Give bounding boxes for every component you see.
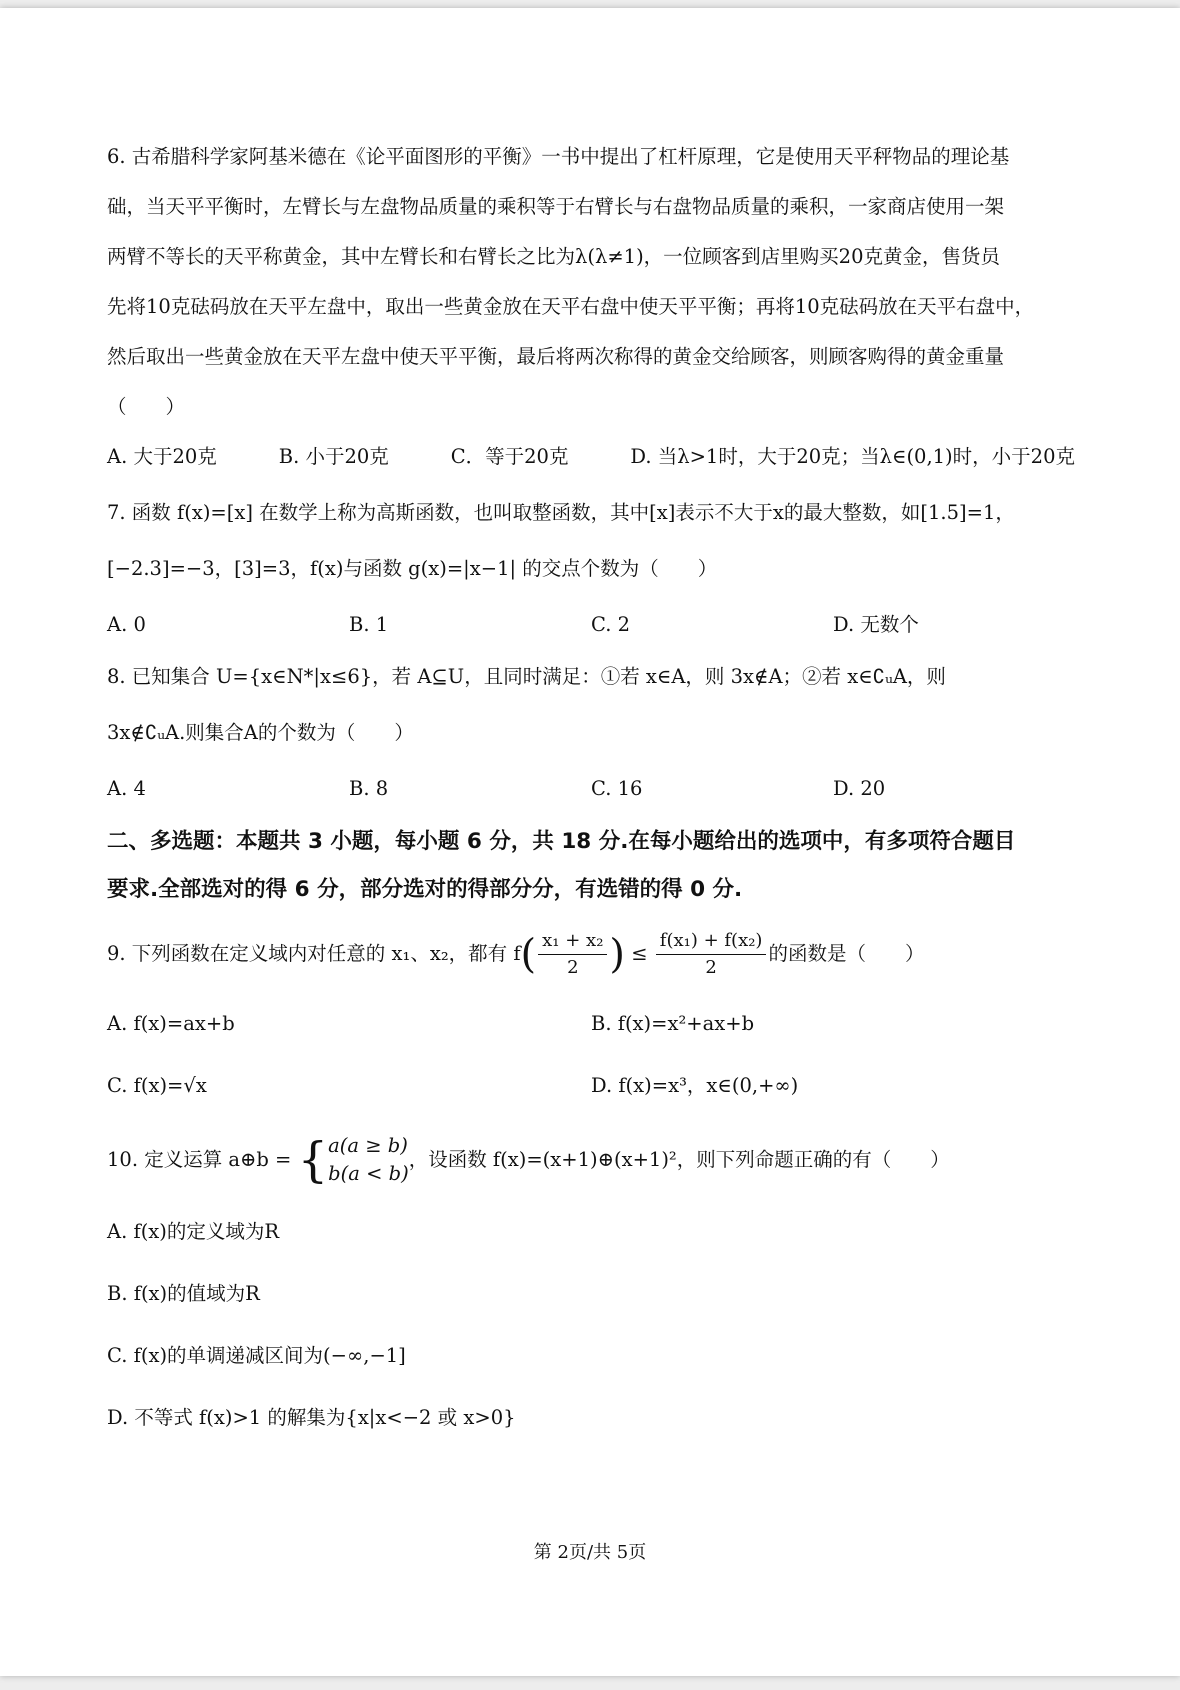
q10-option-a: A. f(x)的定义域为R [107, 1219, 280, 1243]
q9-option-a: A. f(x)=ax+b [107, 1011, 235, 1035]
question-10 [107, 1125, 1075, 1449]
q7-line-1: 7. 函数 f(x)=[x] 在数学上称为高斯函数，也叫取整函数，其中[x]表示不大于x的最大整数，如[1.5]=1， [107, 501, 1015, 524]
section-2-line-2: 要求.全部选对的得 6 分，部分选对的得部分分，有选错的得 0 分. [107, 877, 743, 902]
question-6 [107, 132, 1075, 482]
q6-option-d: D. 当λ>1时，大于20克；当λ∈(0,1)时，小于20克 [630, 445, 1075, 468]
q9-frac2-num: f(x₁) + f(x₂) [656, 928, 767, 955]
q6-line-1: 6. 古希腊科学家阿基米德在《论平面图形的平衡》一书中提出了杠杆原理，它是使用天平秤物品的理论基 [107, 145, 1010, 168]
q7-option-a: A. 0 [107, 613, 146, 636]
q9-option-b: B. f(x)=x²+ax+b [591, 1011, 755, 1035]
q8-option-d: D. 20 [833, 777, 886, 800]
q6-option-a: A. 大于20克 [107, 445, 217, 468]
q6-line-4: 先将10克砝码放在天平左盘中，取出一些黄金放在天平右盘中使天平平衡；再将10克砝码放在天平右盘中， [107, 295, 1035, 318]
q10-prefix: 10. 定义运算 a⊕b = [107, 1147, 292, 1171]
q10-option-c: C. f(x)的单调递减区间为(−∞,−1] [107, 1343, 406, 1367]
q9-prefix: 9. 下列函数在定义域内对任意的 x₁、x₂，都有 f [107, 942, 521, 965]
q8-options [107, 764, 1075, 814]
q9-option-c: C. f(x)=√x [107, 1073, 207, 1097]
section-2-line-1: 二、多选题：本题共 3 小题，每小题 6 分，共 18 分.在每小题给出的选项中，有多项符合题目 [107, 829, 1016, 854]
left-paren-glyph: ( [520, 931, 537, 978]
q7-options [107, 600, 1075, 650]
q6-option-c: C．等于20克 [450, 445, 569, 468]
q6-line-5: 然后取出一些黄金放在天平左盘中使天平平衡，最后将两次称得的黄金交给顾客，则顾客购得的黄金重量 [107, 345, 1005, 368]
q10-option-b: B. f(x)的值域为R [107, 1281, 260, 1305]
left-brace-glyph: { [297, 1132, 329, 1188]
q9-le: ≤ [631, 942, 648, 965]
q7-line-2: [−2.3]=−3，[3]=3，f(x)与函数 g(x)=|x−1| 的交点个数为（ ） [107, 557, 718, 580]
q7-option-c: C. 2 [591, 613, 631, 636]
q9-options [107, 993, 1075, 1117]
q8-option-c: C. 16 [591, 777, 643, 800]
question-9 [107, 922, 1075, 1117]
q10-case-2: b(a < b) [328, 1162, 409, 1185]
section-2-heading [107, 818, 1075, 914]
q8-option-a: A. 4 [107, 777, 146, 800]
q6-line-6: （ ） [107, 395, 186, 418]
question-7 [107, 488, 1075, 650]
q6-options [107, 432, 1075, 482]
q9-stem [107, 922, 1075, 987]
q10-case-1: a(a ≥ b) [328, 1134, 408, 1157]
exam-page [0, 8, 1180, 1676]
q9-fraction-right [656, 928, 767, 981]
q8-option-b: B. 8 [349, 777, 389, 800]
q9-frac1-num: x₁ + x₂ [538, 928, 607, 955]
q9-frac1-den: 2 [567, 957, 579, 978]
q7-option-d: D. 无数个 [833, 613, 919, 636]
q10-piecewise [298, 1132, 409, 1188]
q10-options [107, 1201, 1075, 1449]
q8-line-1: 8. 已知集合 U={x∈N*|x≤6}，若 A⊆U，且同时满足：①若 x∈A，则 3x∉A；②若 x∈∁ᵤA，则 [107, 665, 946, 688]
q8-line-2: 3x∉∁ᵤA.则集合A的个数为（ ） [107, 721, 414, 744]
page-content [107, 132, 1075, 1449]
q10-cases [328, 1132, 409, 1188]
right-paren-glyph: ) [609, 931, 626, 978]
q6-option-b: B. 小于20克 [278, 445, 389, 468]
q7-option-b: B. 1 [349, 613, 389, 636]
page-number-footer: 第 2页/共 5页 [533, 1542, 647, 1563]
q9-frac2-den: 2 [705, 957, 717, 978]
q10-stem [107, 1125, 1075, 1195]
question-8 [107, 652, 1075, 814]
q10-option-d: D. 不等式 f(x)>1 的解集为{x|x<−2 或 x>0} [107, 1405, 516, 1429]
q6-line-2: 础，当天平平衡时，左臂长与左盘物品质量的乘积等于右臂长与右盘物品质量的乘积，一家商店使用一架 [107, 195, 1005, 218]
q9-option-d: D. f(x)=x³，x∈(0,+∞) [591, 1073, 799, 1097]
q9-suffix: 的函数是（ ） [768, 942, 925, 965]
q9-fraction-left [538, 928, 607, 981]
q6-line-3: 两臂不等长的天平称黄金，其中左臂长和右臂长之比为λ(λ≠1)，一位顾客到店里购买20克黄金，售货员 [107, 245, 1000, 268]
q10-suffix: ，设函数 f(x)=(x+1)⊕(x+1)²，则下列命题正确的有（ ） [408, 1147, 950, 1171]
